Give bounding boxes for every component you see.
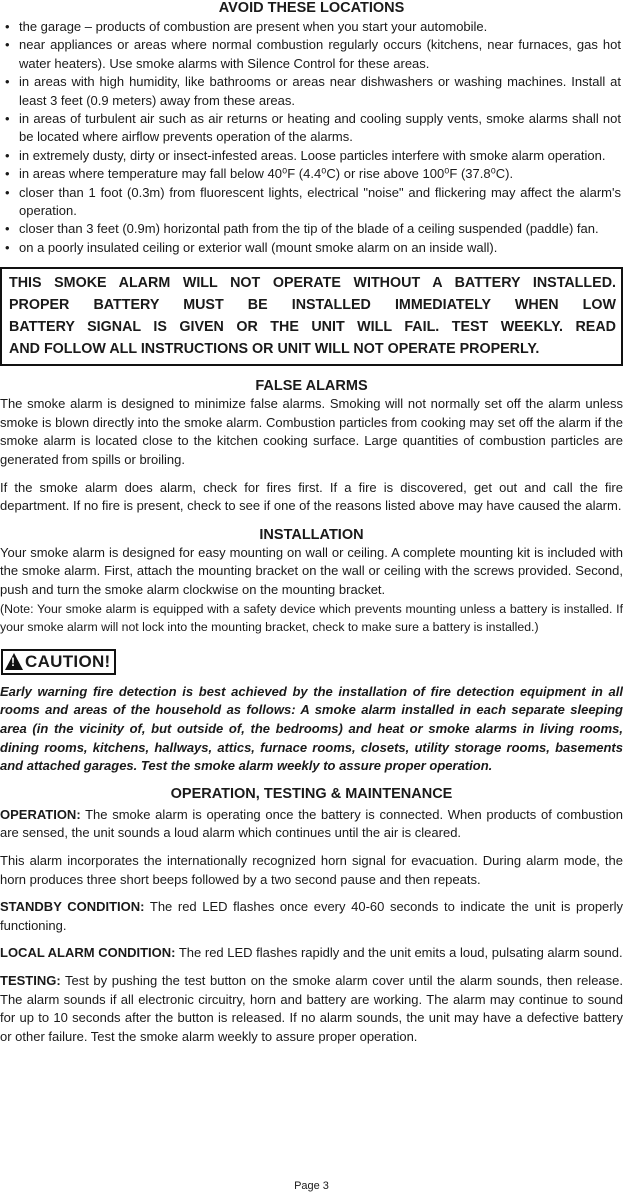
list-item: • in areas with high humidity, like bathrooms or areas near dishwashers or washing machines. Install at least 3 feet (0.9 meters) away from these areas.: [0, 73, 621, 110]
warning-triangle-icon: !: [5, 653, 23, 670]
testing-paragraph: TESTING: Test by pushing the test button on the smoke alarm cover until the alarm sounds, then release. The alarm sounds if all electronic circuitry, horn and battery are working. The alarm may continue to sound for up to 10 seconds after the button is released. If no alarm sounds, the unit may have a defective battery or other failure. Test the smoke alarm weekly to assure proper operation.: [0, 972, 623, 1044]
false-alarms-paragraph: The smoke alarm is designed to minimize false alarms. Smoking will not normally set off the alarm unless smoke is blown directly into the smoke alarm. Combustion particles from cooking may set off the alarm if the smoke alarm is located close to the kitchen cooking surface. Large quantities of combustion particles are generated from spills or broiling.: [0, 396, 623, 468]
caution-text: Early warning fire detection is best achieved by the installation of fire detection equipment in all rooms and areas of the household as follows: A smoke alarm installed in each separate sleeping area (in the vicinity of, but outside of, the bedrooms) and heat or smoke alarms in living rooms, dining rooms, kitchens, hallways, attics, furnace rooms, closets, utility storage rooms, basements and attached garages. Test the smoke alarm weekly to assure proper operation.: [0, 683, 623, 774]
warning-line: BATTERY SIGNAL IS GIVEN OR THE UNIT WILL FAIL. TEST WEEKLY. READ: [9, 319, 616, 336]
list-item: • in extremely dusty, dirty or insect-infested areas. Loose particles interfere with smoke alarm operation.: [0, 147, 621, 165]
list-item: • closer than 3 feet (0.9m) horizontal path from the tip of the blade of a ceiling suspended (paddle) fan.: [0, 220, 621, 238]
installation-heading: INSTALLATION: [259, 526, 364, 543]
caution-badge: [1, 649, 116, 675]
avoid-locations-heading: AVOID THESE LOCATIONS: [218, 0, 405, 16]
list-item: • in areas of turbulent air such as air returns or heating and cooling supply vents, smoke alarms shall not be located where airflow prevents operation of the alarms.: [0, 110, 621, 147]
page-number: Page 3: [294, 1180, 329, 1192]
list-item: • near appliances or areas where normal combustion regularly occurs (kitchens, near furnaces, gas hot water heaters). Use smoke alarms with Silence Control for these areas.: [0, 36, 621, 73]
standby-paragraph: STANDBY CONDITION: The red LED flashes once every 40-60 seconds to indicate the unit is properly functioning.: [0, 899, 623, 933]
caution-label: CAUTION!: [25, 651, 111, 671]
battery-warning-box: [0, 267, 623, 366]
operation-heading: OPERATION, TESTING & MAINTENANCE: [170, 785, 453, 802]
list-item: • closer than 1 foot (0.3m) from fluorescent lights, electrical "noise" and flickering may affect the alarm's operation.: [0, 184, 621, 221]
list-item: • in areas where temperature may fall below 40⁰F (4.4⁰C) or rise above 100⁰F (37.8⁰C).: [0, 165, 621, 183]
list-item: • on a poorly insulated ceiling or exterior wall (mount smoke alarm on an inside wall).: [0, 239, 621, 257]
list-item: • the garage – products of combustion are present when you start your automobile.: [0, 18, 621, 36]
false-alarms-paragraph-2: If the smoke alarm does alarm, check for fires first. If a fire is discovered, get out and call the fire department. If no fire is present, check to see if one of the reasons listed above may have caused the alarm.: [0, 479, 623, 514]
installation-note: (Note: Your smoke alarm is equipped with a safety device which prevents mounting unless a battery is installed. If your smoke alarm will not lock into the mounting bracket, check to make sure a battery is installed.): [0, 601, 623, 635]
installation-paragraph: Your smoke alarm is designed for easy mounting on wall or ceiling. A complete mounting kit is included with the smoke alarm. First, attach the mounting bracket on the wall or ceiling with the screws provided. Second, push and turn the smoke alarm clockwise on the mounting bracket.: [0, 544, 623, 598]
warning-line: THIS SMOKE ALARM WILL NOT OPERATE WITHOUT A BATTERY INSTALLED.: [9, 275, 616, 292]
avoid-locations-list: [0, 18, 623, 257]
false-alarms-heading: FALSE ALARMS: [255, 378, 368, 395]
local-alarm-paragraph: LOCAL ALARM CONDITION: The red LED flashes rapidly and the unit emits a loud, pulsating alarm sound.: [0, 945, 623, 961]
warning-line: AND FOLLOW ALL INSTRUCTIONS OR UNIT WILL NOT OPERATE PROPERLY.: [9, 341, 540, 358]
warning-line: PROPER BATTERY MUST BE INSTALLED IMMEDIATELY WHEN LOW: [9, 297, 616, 314]
horn-paragraph: This alarm incorporates the internationally recognized horn signal for evacuation. During alarm mode, the horn produces three short beeps followed by a two second pause and then repeats.: [0, 852, 623, 887]
operation-paragraph: OPERATION: The smoke alarm is operating once the battery is connected. When products of combustion are sensed, the unit sounds a loud alarm which continues until the air is cleared.: [0, 806, 623, 841]
